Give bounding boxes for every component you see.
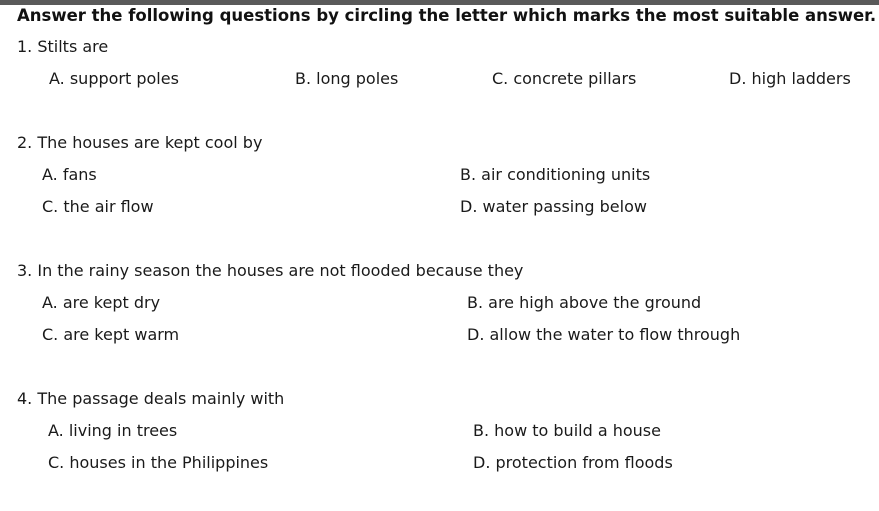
instructions: Answer the following questions by circling the letter which marks the most suitable answer.	[17, 6, 877, 25]
question-3-stem: 3. In the rainy season the houses are not flooded because they	[17, 261, 524, 280]
question-2-option-b[interactable]: B. air conditioning units	[460, 165, 651, 184]
question-1-stem: 1. Stilts are	[17, 37, 109, 56]
question-4-option-d[interactable]: D. protection from floods	[473, 453, 673, 472]
question-2-option-c[interactable]: C. the air flow	[42, 197, 154, 216]
question-2-stem: 2. The houses are kept cool by	[17, 133, 263, 152]
question-1-option-b[interactable]: B. long poles	[295, 69, 399, 88]
question-4-option-b[interactable]: B. how to build a house	[473, 421, 661, 440]
question-1-option-a[interactable]: A. support poles	[49, 69, 179, 88]
question-3-option-d[interactable]: D. allow the water to flow through	[467, 325, 741, 344]
question-3-option-b[interactable]: B. are high above the ground	[467, 293, 702, 312]
question-2-option-a[interactable]: A. fans	[42, 165, 97, 184]
question-3-option-a[interactable]: A. are kept dry	[42, 293, 161, 312]
question-1-option-d[interactable]: D. high ladders	[729, 69, 851, 88]
question-4-option-a[interactable]: A. living in trees	[48, 421, 178, 440]
question-4-stem: 4. The passage deals mainly with	[17, 389, 285, 408]
question-3-option-c[interactable]: C. are kept warm	[42, 325, 180, 344]
question-2-option-d[interactable]: D. water passing below	[460, 197, 647, 216]
question-1-option-c[interactable]: C. concrete pillars	[492, 69, 637, 88]
question-4-option-c[interactable]: C. houses in the Philippines	[48, 453, 269, 472]
top-border	[0, 0, 879, 5]
